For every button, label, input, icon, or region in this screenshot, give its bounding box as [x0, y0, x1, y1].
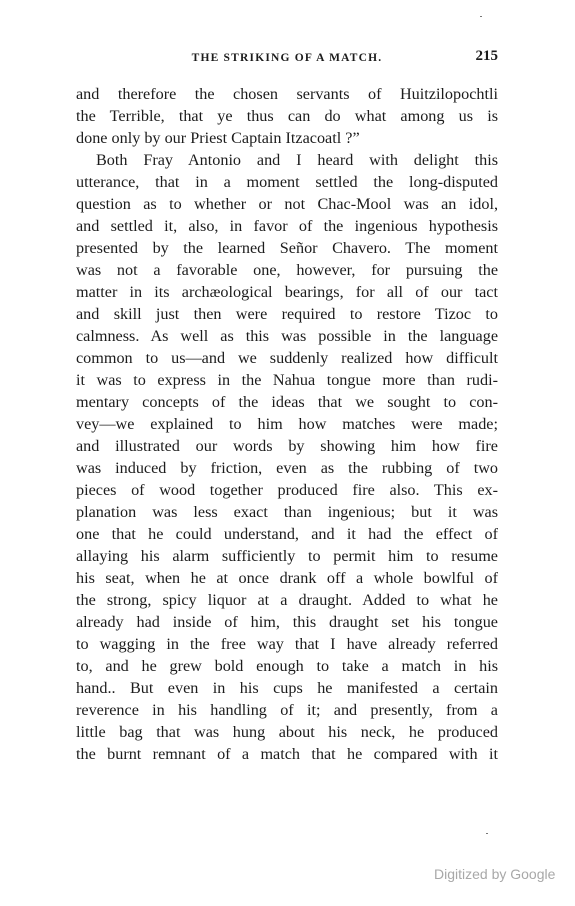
running-head [76, 48, 498, 68]
text-line: common to us—and we suddenly realized how difficult [76, 349, 498, 367]
text-line: pieces of wood together produced fire also. This ex- [76, 481, 498, 499]
text-line: was induced by friction, even as the rubbing of two [76, 459, 498, 477]
text-line: utterance, that in a moment settled the long-disputed [76, 173, 498, 191]
text-line: and illustrated our words by showing him how fire [76, 437, 498, 455]
text-line: mentary concepts of the ideas that we sought to con- [76, 393, 498, 411]
text-line: little bag that was hung about his neck, he produced [76, 723, 498, 741]
text-line: to wagging in the free way that I have already referred [76, 635, 498, 653]
text-line: it was to express in the Nahua tongue more than rudi- [76, 371, 498, 389]
page-speck [480, 16, 482, 17]
text-line: and therefore the chosen servants of Huitzilopochtli [76, 85, 498, 103]
text-line: and skill just then were required to restore Tizoc to [76, 305, 498, 323]
text-line: calmness. As well as this was possible in the language [76, 327, 498, 345]
text-line: the strong, spicy liquor at a draught. Added to what he [76, 591, 498, 609]
text-line: and settled it, also, in favor of the ingenious hypothesis [76, 217, 498, 235]
text-line: allaying his alarm sufficiently to permit him to resume [76, 547, 498, 565]
text-line: hand.. But even in his cups he manifested a certain [76, 679, 498, 697]
text-line: was not a favorable one, however, for pursuing the [76, 261, 498, 279]
text-line: reverence in his handling of it; and presently, from a [76, 701, 498, 719]
page-speck [486, 833, 488, 834]
running-title: THE STRIKING OF A MATCH. [191, 52, 383, 64]
text-line: already had inside of him, this draught set his tongue [76, 613, 498, 631]
text-line: presented by the learned Señor Chavero. The moment [76, 239, 498, 257]
text-line: matter in its archæological bearings, for all of our tact [76, 283, 498, 301]
body-text [76, 83, 498, 765]
text-line: done only by our Priest Captain Itzacoatl ?” [76, 129, 360, 147]
digitized-watermark: Digitized by Google [434, 866, 556, 882]
text-line: the burnt remnant of a match that he compared with it [76, 745, 498, 763]
page-number: 215 [475, 48, 498, 64]
text-line: vey—we explained to him how matches were made; [76, 415, 498, 433]
text-line: to, and he grew bold enough to take a match in his [76, 657, 498, 675]
text-line: his seat, when he at once drank off a whole bowlful of [76, 569, 498, 587]
text-line: one that he could understand, and it had the effect of [76, 525, 498, 543]
text-line: planation was less exact than ingenious; but it was [76, 503, 498, 521]
text-line: the Terrible, that ye thus can do what among us is [76, 107, 498, 125]
text-line: Both Fray Antonio and I heard with delight this [96, 151, 498, 169]
text-line: question as to whether or not Chac-Mool was an idol, [76, 195, 498, 213]
